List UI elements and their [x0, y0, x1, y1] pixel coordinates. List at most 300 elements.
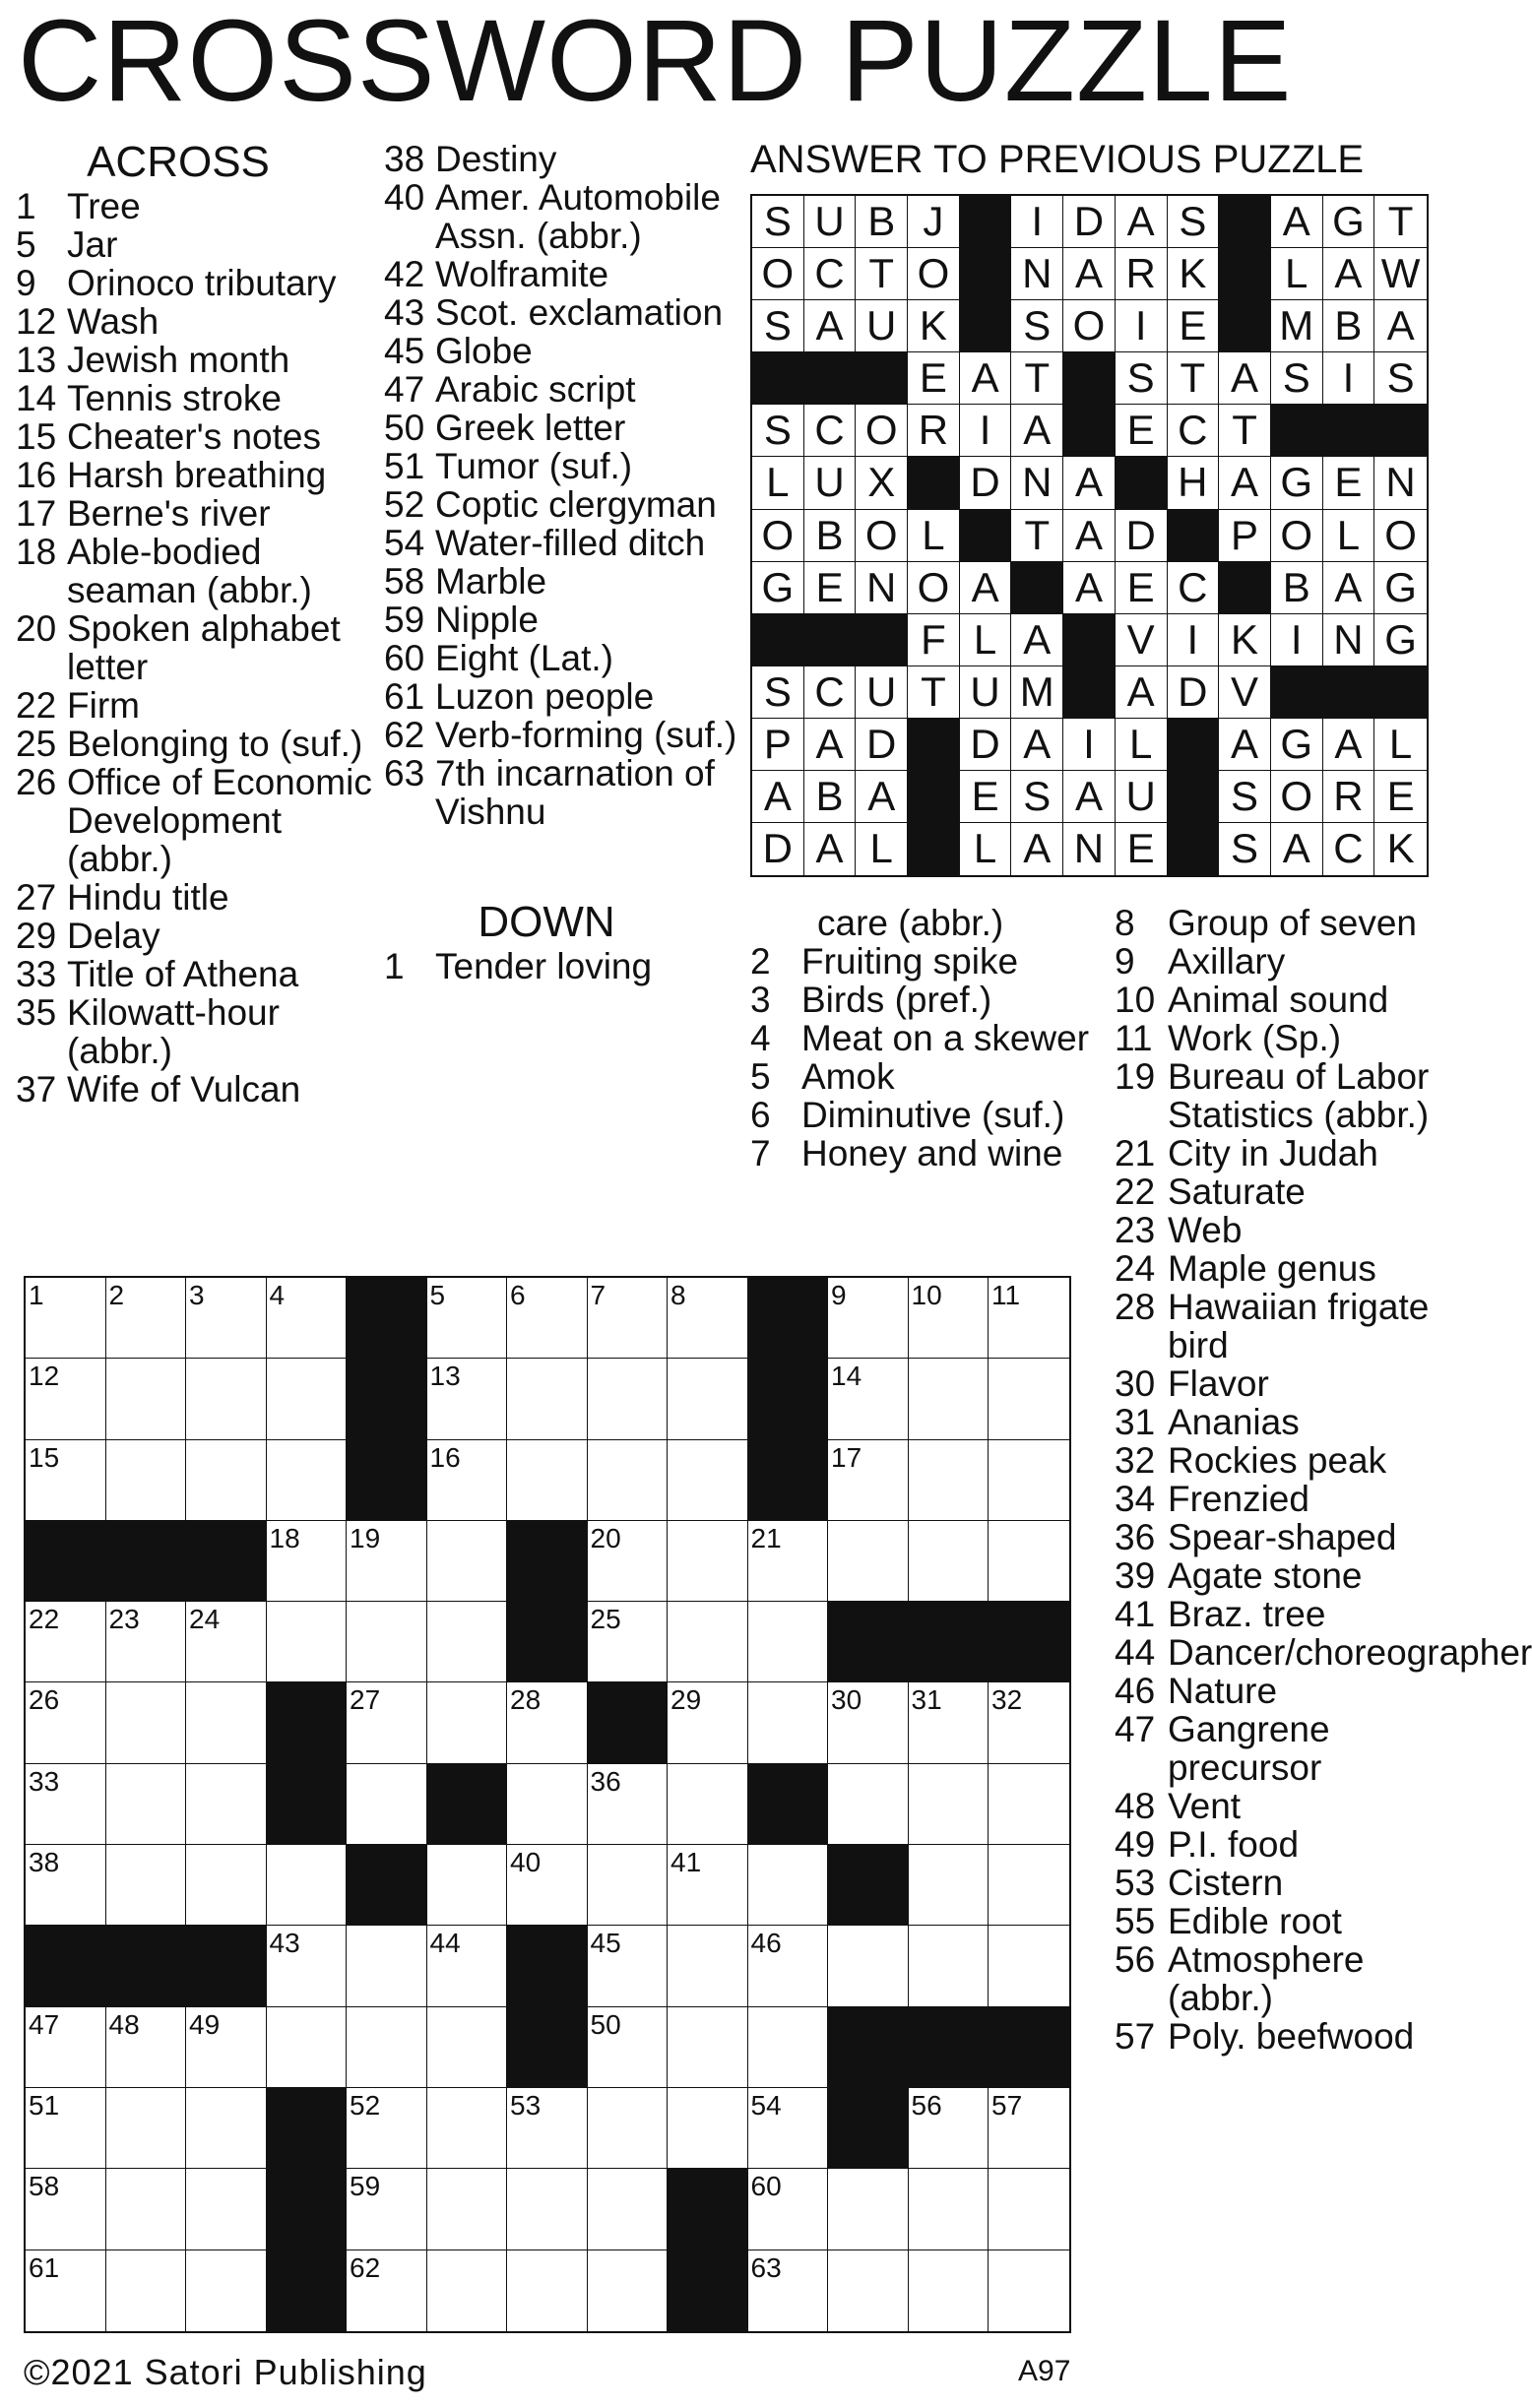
- puzzle-cell[interactable]: [26, 1764, 106, 1845]
- puzzle-cell[interactable]: [588, 1764, 669, 1845]
- puzzle-cell[interactable]: [588, 2007, 669, 2088]
- clue-text: Ananias: [1168, 1402, 1300, 1442]
- cell-number: 36: [590, 1765, 621, 1797]
- clue-text: Diminutive (suf.): [801, 1095, 1065, 1135]
- across-column-2: [384, 140, 748, 985]
- black-square: [507, 2007, 588, 2088]
- puzzle-cell[interactable]: [106, 2088, 187, 2169]
- answer-cell: T: [1374, 196, 1427, 248]
- cell-number: 20: [590, 1522, 621, 1553]
- puzzle-cell[interactable]: [989, 2250, 1069, 2331]
- clue-text: Luzon people: [435, 676, 655, 717]
- clue-text: Arabic script: [435, 369, 636, 410]
- clue-number: 39: [1115, 1555, 1156, 1596]
- cell-number: 29: [670, 1684, 702, 1716]
- clue-number: 3: [750, 980, 771, 1020]
- puzzle-cell[interactable]: [748, 1845, 829, 1926]
- clue: [750, 1057, 1105, 1096]
- answer-cell: A: [804, 823, 857, 875]
- puzzle-cell[interactable]: [347, 2088, 427, 2169]
- puzzle-cell[interactable]: [427, 1278, 508, 1359]
- puzzle-cell[interactable]: [828, 2250, 909, 2331]
- puzzle-cell[interactable]: [507, 1682, 588, 1763]
- answer-black-cell: [1219, 562, 1271, 614]
- cell-number: 22: [29, 1604, 60, 1635]
- answer-cell: S: [1116, 352, 1168, 405]
- puzzle-cell[interactable]: [588, 1602, 669, 1682]
- clue-text: Saturate: [1168, 1172, 1306, 1212]
- cell-number: 42: [831, 1847, 862, 1878]
- puzzle-cell[interactable]: [427, 1521, 508, 1602]
- clue-number: 1: [16, 186, 36, 226]
- clue: [384, 332, 748, 370]
- puzzle-cell[interactable]: [828, 1764, 909, 1845]
- clue-number: 40: [384, 177, 425, 218]
- clue-number: 11: [1115, 1018, 1153, 1058]
- puzzle-cell[interactable]: [748, 1682, 829, 1763]
- clue-text: Atmosphere (abbr.): [1168, 1939, 1365, 2018]
- puzzle-cell[interactable]: [267, 1278, 348, 1359]
- answer-cell: O: [908, 248, 960, 300]
- puzzle-cell[interactable]: [106, 2250, 187, 2331]
- answer-cell: G: [1374, 614, 1427, 666]
- clue: [1115, 1019, 1459, 1057]
- answer-cell: T: [1011, 510, 1063, 562]
- black-square: [427, 1764, 508, 1845]
- clue-text: Tennis stroke: [67, 378, 282, 418]
- clue-number: 22: [16, 685, 57, 726]
- puzzle-cell[interactable]: [106, 1359, 187, 1439]
- puzzle-cell[interactable]: [588, 2169, 669, 2250]
- answer-cell: D: [960, 457, 1012, 509]
- puzzle-cell[interactable]: [989, 1682, 1069, 1763]
- answer-black-cell: [1271, 405, 1323, 457]
- puzzle-cell[interactable]: [507, 2169, 588, 2250]
- puzzle-cell[interactable]: [668, 2007, 748, 2088]
- puzzle-cell[interactable]: [186, 2250, 267, 2331]
- puzzle-cell[interactable]: [507, 1845, 588, 1926]
- puzzle-cell[interactable]: [909, 1764, 989, 1845]
- puzzle-cell[interactable]: [588, 1440, 669, 1521]
- clue-number: 19: [1115, 1056, 1156, 1097]
- puzzle-cell[interactable]: [347, 1602, 427, 1682]
- puzzle-cell[interactable]: [267, 1602, 348, 1682]
- clue: [16, 917, 382, 955]
- puzzle-cell[interactable]: [507, 1764, 588, 1845]
- puzzle-cell[interactable]: [106, 1278, 187, 1359]
- puzzle-cell[interactable]: [507, 1278, 588, 1359]
- answer-cell: O: [1271, 771, 1323, 823]
- answer-cell: V: [1219, 666, 1271, 719]
- puzzle-cell[interactable]: [507, 2250, 588, 2331]
- clue: [384, 370, 748, 409]
- clue-text: Dancer/choreographer: [1168, 1632, 1532, 1673]
- cell-number: 34: [269, 1765, 300, 1797]
- puzzle-cell[interactable]: [186, 1602, 267, 1682]
- puzzle-cell[interactable]: [427, 1682, 508, 1763]
- clue-text: Verb-forming (suf.): [435, 715, 737, 755]
- puzzle-cell[interactable]: [186, 2088, 267, 2169]
- cell-number: 31: [911, 1684, 942, 1716]
- puzzle-cell[interactable]: [909, 1359, 989, 1439]
- answer-cell: O: [1063, 300, 1116, 352]
- puzzle-cell[interactable]: [668, 1278, 748, 1359]
- answer-cell: A: [1219, 457, 1271, 509]
- clue: [1115, 1403, 1459, 1441]
- puzzle-cell[interactable]: [106, 2007, 187, 2088]
- clue: [1115, 1632, 1532, 1673]
- puzzle-cell[interactable]: [186, 2169, 267, 2250]
- answer-black-cell: [1063, 405, 1116, 457]
- clue-text: Firm: [67, 685, 140, 726]
- puzzle-cell[interactable]: [106, 1845, 187, 1926]
- clue-text: Work (Sp.): [1168, 1018, 1342, 1058]
- puzzle-cell[interactable]: [748, 1926, 829, 2006]
- puzzle-cell[interactable]: [427, 1359, 508, 1439]
- answer-cell: T: [1168, 352, 1220, 405]
- clue-text: Rockies peak: [1168, 1440, 1387, 1481]
- puzzle-cell[interactable]: [668, 1764, 748, 1845]
- black-square: [989, 1602, 1069, 1682]
- answer-cell: U: [1116, 771, 1168, 823]
- puzzle-cell[interactable]: [668, 1602, 748, 1682]
- puzzle-cell[interactable]: [828, 2169, 909, 2250]
- puzzle-cell[interactable]: [989, 1440, 1069, 1521]
- answer-cell: A: [1271, 196, 1323, 248]
- puzzle-cell[interactable]: [668, 1845, 748, 1926]
- answer-black-cell: [1063, 614, 1116, 666]
- puzzle-cell[interactable]: [989, 1278, 1069, 1359]
- puzzle-cell[interactable]: [909, 1682, 989, 1763]
- cell-number: 21: [750, 1522, 782, 1553]
- puzzle-cell[interactable]: [507, 1440, 588, 1521]
- puzzle-cell[interactable]: [106, 1440, 187, 1521]
- puzzle-cell[interactable]: [186, 1278, 267, 1359]
- clue: [384, 140, 748, 178]
- black-square: [186, 1521, 267, 1602]
- cell-number: 57: [991, 2089, 1023, 2121]
- black-square: [507, 1926, 588, 2006]
- puzzle-cell[interactable]: [909, 2250, 989, 2331]
- clue-number: 37: [16, 1069, 57, 1109]
- cell-number: 30: [831, 1684, 862, 1716]
- puzzle-cell[interactable]: [26, 2007, 106, 2088]
- clue-text: 7th incarnation of Vishnu: [435, 753, 715, 832]
- clue: [384, 947, 748, 985]
- black-square: [106, 1521, 187, 1602]
- clue-number: 23: [1115, 1210, 1156, 1250]
- clue-text: Poly. beefwood: [1168, 2016, 1415, 2057]
- puzzle-cell[interactable]: [267, 1521, 348, 1602]
- puzzle-cell[interactable]: [828, 1926, 909, 2006]
- puzzle-cell[interactable]: [267, 1359, 348, 1439]
- answer-cell: A: [1219, 352, 1271, 405]
- answer-cell: S: [1271, 352, 1323, 405]
- answer-cell: W: [1374, 248, 1427, 300]
- puzzle-cell[interactable]: [588, 1845, 669, 1926]
- puzzle-cell[interactable]: [748, 2088, 829, 2169]
- puzzle-cell[interactable]: [989, 1359, 1069, 1439]
- clue-text: Birds (pref.): [801, 980, 992, 1020]
- puzzle-cell[interactable]: [588, 1926, 669, 2006]
- answer-cell: K: [908, 300, 960, 352]
- puzzle-cell[interactable]: [427, 2169, 508, 2250]
- answer-cell: C: [804, 405, 857, 457]
- puzzle-cell[interactable]: [427, 2250, 508, 2331]
- answer-cell: P: [1219, 510, 1271, 562]
- clue-text: Kilowatt-hour (abbr.): [67, 992, 280, 1071]
- answer-black-cell: [1168, 510, 1220, 562]
- answer-cell: B: [1271, 562, 1323, 614]
- puzzle-cell[interactable]: [26, 1602, 106, 1682]
- puzzle-cell[interactable]: [427, 1440, 508, 1521]
- clue: [1115, 1364, 1459, 1403]
- answer-black-cell: [856, 614, 908, 666]
- puzzle-cell[interactable]: [106, 1764, 187, 1845]
- puzzle-cell[interactable]: [989, 1926, 1069, 2006]
- answer-black-cell: [1219, 196, 1271, 248]
- puzzle-cell[interactable]: [267, 1926, 348, 2006]
- answer-cell: U: [804, 457, 857, 509]
- answer-cell: S: [1219, 771, 1271, 823]
- puzzle-cell[interactable]: [347, 1764, 427, 1845]
- cell-number: 39: [350, 1847, 381, 1878]
- answer-cell: L: [1323, 510, 1375, 562]
- clue-number: 63: [384, 753, 425, 793]
- puzzle-cell[interactable]: [828, 1278, 909, 1359]
- puzzle-cell[interactable]: [909, 1926, 989, 2006]
- black-square: [347, 1278, 427, 1359]
- puzzle-cell[interactable]: [588, 2088, 669, 2169]
- puzzle-cell[interactable]: [347, 1521, 427, 1602]
- puzzle-cell[interactable]: [909, 1278, 989, 1359]
- answer-grid: [750, 194, 1429, 877]
- puzzle-cell[interactable]: [347, 2250, 427, 2331]
- puzzle-cell[interactable]: [26, 2088, 106, 2169]
- puzzle-cell[interactable]: [267, 1440, 348, 1521]
- answer-cell: N: [1063, 823, 1116, 875]
- puzzle-cell[interactable]: [106, 2169, 187, 2250]
- puzzle-cell[interactable]: [668, 1440, 748, 1521]
- answer-cell: A: [960, 562, 1012, 614]
- answer-cell: L: [856, 823, 908, 875]
- answer-cell: S: [752, 666, 804, 719]
- puzzle-cell[interactable]: [347, 1682, 427, 1763]
- answer-cell: R: [908, 405, 960, 457]
- puzzle-cell[interactable]: [26, 1682, 106, 1763]
- black-square: [26, 1926, 106, 2006]
- clue-text: Water-filled ditch: [435, 523, 706, 563]
- puzzle-cell[interactable]: [427, 2007, 508, 2088]
- clue-number: 12: [16, 301, 57, 342]
- answer-cell: I: [1063, 719, 1116, 771]
- cell-number: 52: [350, 2089, 381, 2121]
- clue-number: 9: [1115, 941, 1135, 982]
- puzzle-cell[interactable]: [668, 1926, 748, 2006]
- puzzle-cell[interactable]: [186, 1440, 267, 1521]
- clue-number: 57: [1115, 2016, 1156, 2057]
- puzzle-cell[interactable]: [427, 2088, 508, 2169]
- clue: [16, 686, 382, 725]
- answer-cell: K: [1386, 825, 1415, 872]
- clue: [384, 677, 748, 716]
- answer-black-cell: [1168, 823, 1220, 875]
- answer-cell: E: [960, 771, 1012, 823]
- puzzle-cell[interactable]: [106, 1602, 187, 1682]
- answer-cell: E: [908, 352, 960, 405]
- puzzle-cell[interactable]: [748, 1602, 829, 1682]
- puzzle-cell[interactable]: [347, 2007, 427, 2088]
- answer-cell: T: [856, 248, 908, 300]
- puzzle-cell[interactable]: [588, 1521, 669, 1602]
- puzzle-cell[interactable]: [26, 1278, 106, 1359]
- answer-black-cell: [960, 196, 1012, 248]
- clue-text: Harsh breathing: [67, 455, 327, 495]
- puzzle-cell[interactable]: [26, 2169, 106, 2250]
- answer-cell: O: [908, 562, 960, 614]
- puzzle-cell[interactable]: [989, 2169, 1069, 2250]
- answer-black-cell: [804, 352, 857, 405]
- answer-cell: C: [804, 248, 857, 300]
- puzzle-cell[interactable]: [26, 2250, 106, 2331]
- puzzle-cell[interactable]: [267, 2007, 348, 2088]
- puzzle-cell[interactable]: [828, 1440, 909, 1521]
- puzzle-cell[interactable]: [347, 1926, 427, 2006]
- black-square: [748, 1440, 829, 1521]
- puzzle-cell[interactable]: [427, 1926, 508, 2006]
- puzzle-cell[interactable]: [748, 2250, 829, 2331]
- answer-cell: A: [1063, 562, 1116, 614]
- cell-number: 58: [29, 2171, 60, 2202]
- copyright: ©2021 Satori Publishing: [24, 2352, 427, 2392]
- clue-text: Delay: [67, 916, 160, 956]
- clue-number: 38: [384, 139, 425, 179]
- clue: [1115, 1134, 1459, 1172]
- puzzle-cell[interactable]: [267, 1845, 348, 1926]
- clue: [384, 255, 748, 293]
- puzzle-cell[interactable]: [748, 2007, 829, 2088]
- answer-cell: A: [1011, 614, 1063, 666]
- puzzle-cell[interactable]: [186, 1764, 267, 1845]
- puzzle-cell[interactable]: [668, 1521, 748, 1602]
- puzzle-cell[interactable]: [828, 1359, 909, 1439]
- puzzle-cell[interactable]: [668, 1359, 748, 1439]
- clue: [16, 533, 382, 609]
- cell-number: 35: [429, 1765, 461, 1797]
- puzzle-cell[interactable]: [989, 1845, 1069, 1926]
- puzzle-cell[interactable]: [828, 1682, 909, 1763]
- clue: [384, 639, 748, 677]
- puzzle-cell[interactable]: [186, 1845, 267, 1926]
- puzzle-cell[interactable]: [26, 1440, 106, 1521]
- puzzle-cell[interactable]: [588, 1278, 669, 1359]
- answer-black-cell: [1374, 666, 1427, 719]
- answer-cell: L: [752, 457, 804, 509]
- puzzle-cell[interactable]: [106, 1682, 187, 1763]
- clue: [1115, 942, 1459, 981]
- clue-number: 56: [1115, 1939, 1156, 1980]
- answer-cell: A: [1219, 719, 1271, 771]
- clue-text: Jewish month: [67, 340, 290, 380]
- clue: [1115, 1556, 1459, 1595]
- clue-number: 26: [16, 762, 57, 802]
- answer-cell: E: [804, 562, 857, 614]
- puzzle-cell[interactable]: [989, 1521, 1069, 1602]
- clue-text: Gangrene precursor: [1168, 1709, 1330, 1788]
- puzzle-cell[interactable]: [588, 2250, 669, 2331]
- answer-cell: B: [856, 196, 908, 248]
- puzzle-cell[interactable]: [828, 1521, 909, 1602]
- puzzle-cell[interactable]: [748, 2169, 829, 2250]
- puzzle-cell[interactable]: [427, 1845, 508, 1926]
- black-square: [347, 1845, 427, 1926]
- black-square: [267, 1682, 348, 1763]
- puzzle-cell[interactable]: [427, 1602, 508, 1682]
- clue-number: 45: [384, 331, 425, 371]
- answer-black-cell: [752, 614, 804, 666]
- puzzle-cell[interactable]: [909, 2088, 989, 2169]
- puzzle-cell[interactable]: [909, 1440, 989, 1521]
- answer-black-cell: [1063, 352, 1116, 405]
- clue-text: Hindu title: [67, 877, 229, 918]
- clue-number: 24: [1115, 1248, 1156, 1289]
- puzzle-cell[interactable]: [507, 2088, 588, 2169]
- clue-number: 46: [1115, 1671, 1156, 1711]
- cell-number: 4: [269, 1280, 286, 1310]
- answer-cell: D: [1063, 196, 1116, 248]
- black-square: [828, 1602, 909, 1682]
- answer-cell: I: [1011, 196, 1063, 248]
- puzzle-cell[interactable]: [186, 1359, 267, 1439]
- puzzle-cell[interactable]: [909, 1521, 989, 1602]
- puzzle-cell[interactable]: [26, 1359, 106, 1439]
- black-square: [267, 1764, 348, 1845]
- puzzle-cell[interactable]: [588, 1359, 669, 1439]
- puzzle-cell[interactable]: [668, 1682, 748, 1763]
- black-square: [668, 2169, 748, 2250]
- answer-cell: U: [856, 666, 908, 719]
- clue: [16, 456, 382, 494]
- puzzle-cell[interactable]: [909, 2169, 989, 2250]
- puzzle-cell[interactable]: [186, 2007, 267, 2088]
- puzzle-cell[interactable]: [347, 2169, 427, 2250]
- answer-cell: A: [1063, 771, 1116, 823]
- puzzle-cell[interactable]: [507, 1359, 588, 1439]
- answer-cell: N: [1011, 248, 1063, 300]
- puzzle-cell[interactable]: [26, 1845, 106, 1926]
- clue-text: Belonging to (suf.): [67, 724, 363, 764]
- answer-black-cell: [960, 510, 1012, 562]
- clue: [16, 878, 382, 917]
- puzzle-cell[interactable]: [186, 1682, 267, 1763]
- answer-cell: G: [752, 562, 804, 614]
- clue: [16, 763, 382, 878]
- puzzle-cell[interactable]: [909, 1845, 989, 1926]
- cell-number: 8: [670, 1280, 686, 1310]
- puzzle-cell[interactable]: [989, 1764, 1069, 1845]
- answer-cell: R: [1116, 248, 1168, 300]
- clue: [16, 264, 382, 302]
- puzzle-cell[interactable]: [748, 1521, 829, 1602]
- clue-text: Office of Economic Development (abbr.): [67, 762, 372, 879]
- cell-number: 6: [510, 1280, 526, 1310]
- puzzle-cell[interactable]: [668, 2088, 748, 2169]
- answer-cell: F: [908, 614, 960, 666]
- clue: [384, 293, 748, 332]
- answer-cell: S: [752, 405, 804, 457]
- puzzle-cell[interactable]: [989, 2088, 1069, 2169]
- cell-number: 32: [991, 1684, 1023, 1716]
